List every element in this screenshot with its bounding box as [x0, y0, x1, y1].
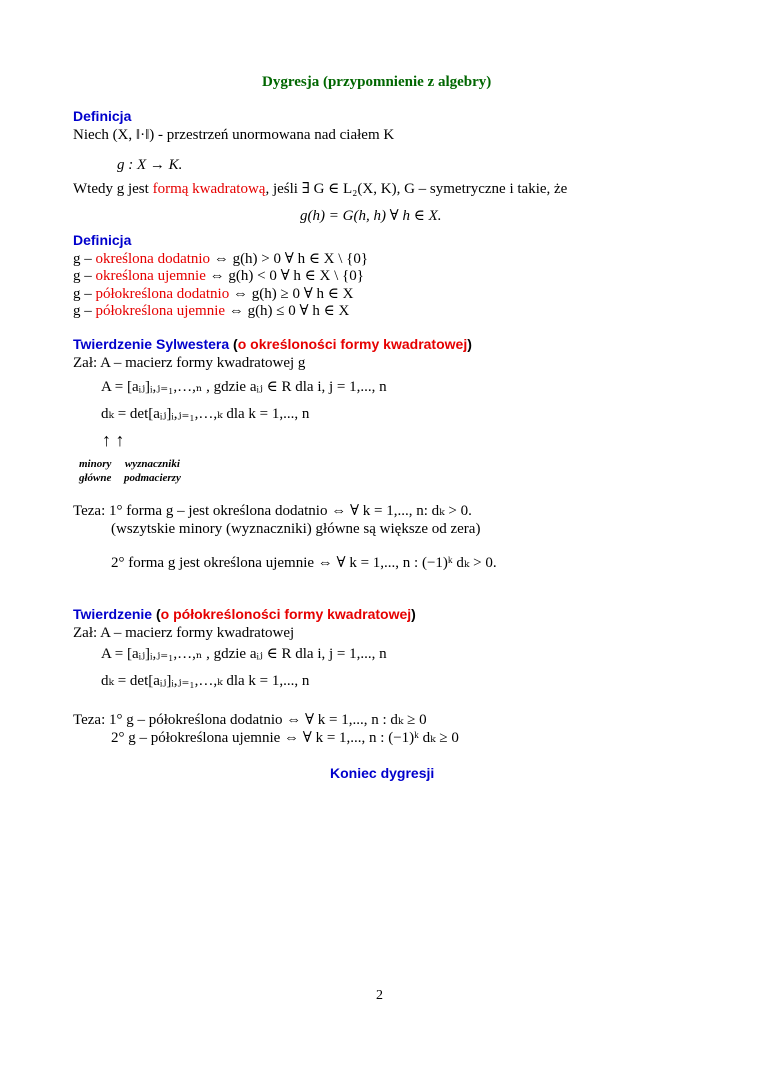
paren-close: ): [411, 606, 416, 622]
item-term: półokreślona ujemnie: [95, 303, 226, 319]
item-condition: ⇔ g(h) ≥ 0 ∀ h ∈ X: [229, 286, 354, 302]
item-condition: ⇔ g(h) > 0 ∀ h ∈ X \ {0}: [210, 251, 369, 267]
theorem-topic: o półokreśloności formy kwadratowej: [160, 606, 412, 622]
up-arrow-icons: ↑ ↑: [102, 430, 125, 450]
mapping-formula: g : X → K.: [117, 157, 183, 173]
definition-item: [73, 285, 353, 303]
definition-item: [73, 250, 368, 268]
theorem-name: Twierdzenie: [73, 606, 153, 622]
quadratic-form-term: formą kwadratową: [152, 181, 266, 197]
definition-item: [73, 302, 349, 320]
minors-note: minory główne: [79, 458, 112, 484]
determinant-definition: dₖ = det[aᵢⱼ]ᵢ,ⱼ₌₁,…,ₖ dla k = 1,..., n: [101, 673, 310, 689]
determinants-note: wyznaczniki podmacierzy: [124, 458, 181, 484]
assumption: Zał: A – macierz formy kwadratowej: [73, 625, 295, 641]
thesis-2: 2° forma g jest określona ujemnie ⇔ ∀ k = 1,..., n : (−1)ᵏ dₖ > 0.: [111, 555, 497, 571]
page-number: 2: [376, 988, 383, 1003]
thesis-1-note: (wszytskie minory (wyznaczniki) główne są większe od zera): [111, 521, 481, 537]
theorem-heading: [73, 336, 472, 353]
determinant-definition: dₖ = det[aᵢⱼ]ᵢ,ⱼ₌₁,…,ₖ dla k = 1,..., n: [101, 406, 310, 422]
assumption: Zał: A – macierz formy kwadratowej g: [73, 355, 306, 371]
item-term: określona dodatnio: [95, 251, 211, 267]
paren-close: ): [467, 336, 472, 352]
item-condition: ⇔ g(h) < 0 ∀ h ∈ X \ {0}: [205, 268, 364, 284]
page-title: Dygresja (przypomnienie z algebry): [262, 74, 492, 90]
end-of-digression: Koniec dygresji: [330, 765, 435, 781]
definition-prefix: Wtedy g jest: [73, 181, 153, 197]
quadratic-form-formula: g(h) = G(h, h) ∀ h ∈ X.: [300, 208, 442, 224]
matrix-definition: A = [aᵢⱼ]ᵢ,ⱼ₌₁,…,ₙ , gdzie aᵢⱼ ∈ R dla i, j = 1,..., n: [101, 379, 387, 395]
paren-open: (: [152, 606, 161, 622]
item-prefix: g –: [73, 286, 96, 302]
item-condition: ⇔ g(h) ≤ 0 ∀ h ∈ X: [225, 303, 350, 319]
definition-item: [73, 267, 364, 285]
theorem-heading: [73, 606, 416, 623]
definition-text: Niech (X, ‖·‖) - przestrzeń unormowana nad ciałem K: [73, 127, 395, 143]
item-prefix: g –: [73, 303, 96, 319]
quadratic-form-definition: [73, 180, 567, 198]
paren-open: (: [229, 336, 238, 352]
thesis-1: Teza: 1° g – półokreślona dodatnio ⇔ ∀ k = 1,..., n : dₖ ≥ 0: [73, 712, 427, 728]
item-term: półokreślona dodatnio: [95, 286, 230, 302]
definition-suffix: , jeśli ∃ G ∈ L₂(X, K), G – symetryczne i takie, że: [265, 181, 568, 197]
theorem-topic: o określoności formy kwadratowej: [237, 336, 468, 352]
thesis-2: 2° g – półokreślona ujemnie ⇔ ∀ k = 1,..., n : (−1)ᵏ dₖ ≥ 0: [111, 730, 459, 746]
item-prefix: g –: [73, 268, 96, 284]
definition-heading: Definicja: [73, 232, 132, 248]
item-term: określona ujemnie: [95, 268, 206, 284]
item-prefix: g –: [73, 251, 96, 267]
thesis-1: Teza: 1° forma g – jest określona dodatnio ⇔ ∀ k = 1,..., n: dₖ > 0.: [73, 503, 472, 519]
theorem-name: Twierdzenie Sylwestera: [73, 336, 230, 352]
matrix-definition: A = [aᵢⱼ]ᵢ,ⱼ₌₁,…,ₙ , gdzie aᵢⱼ ∈ R dla i, j = 1,..., n: [101, 646, 387, 662]
definition-heading: Definicja: [73, 108, 132, 124]
